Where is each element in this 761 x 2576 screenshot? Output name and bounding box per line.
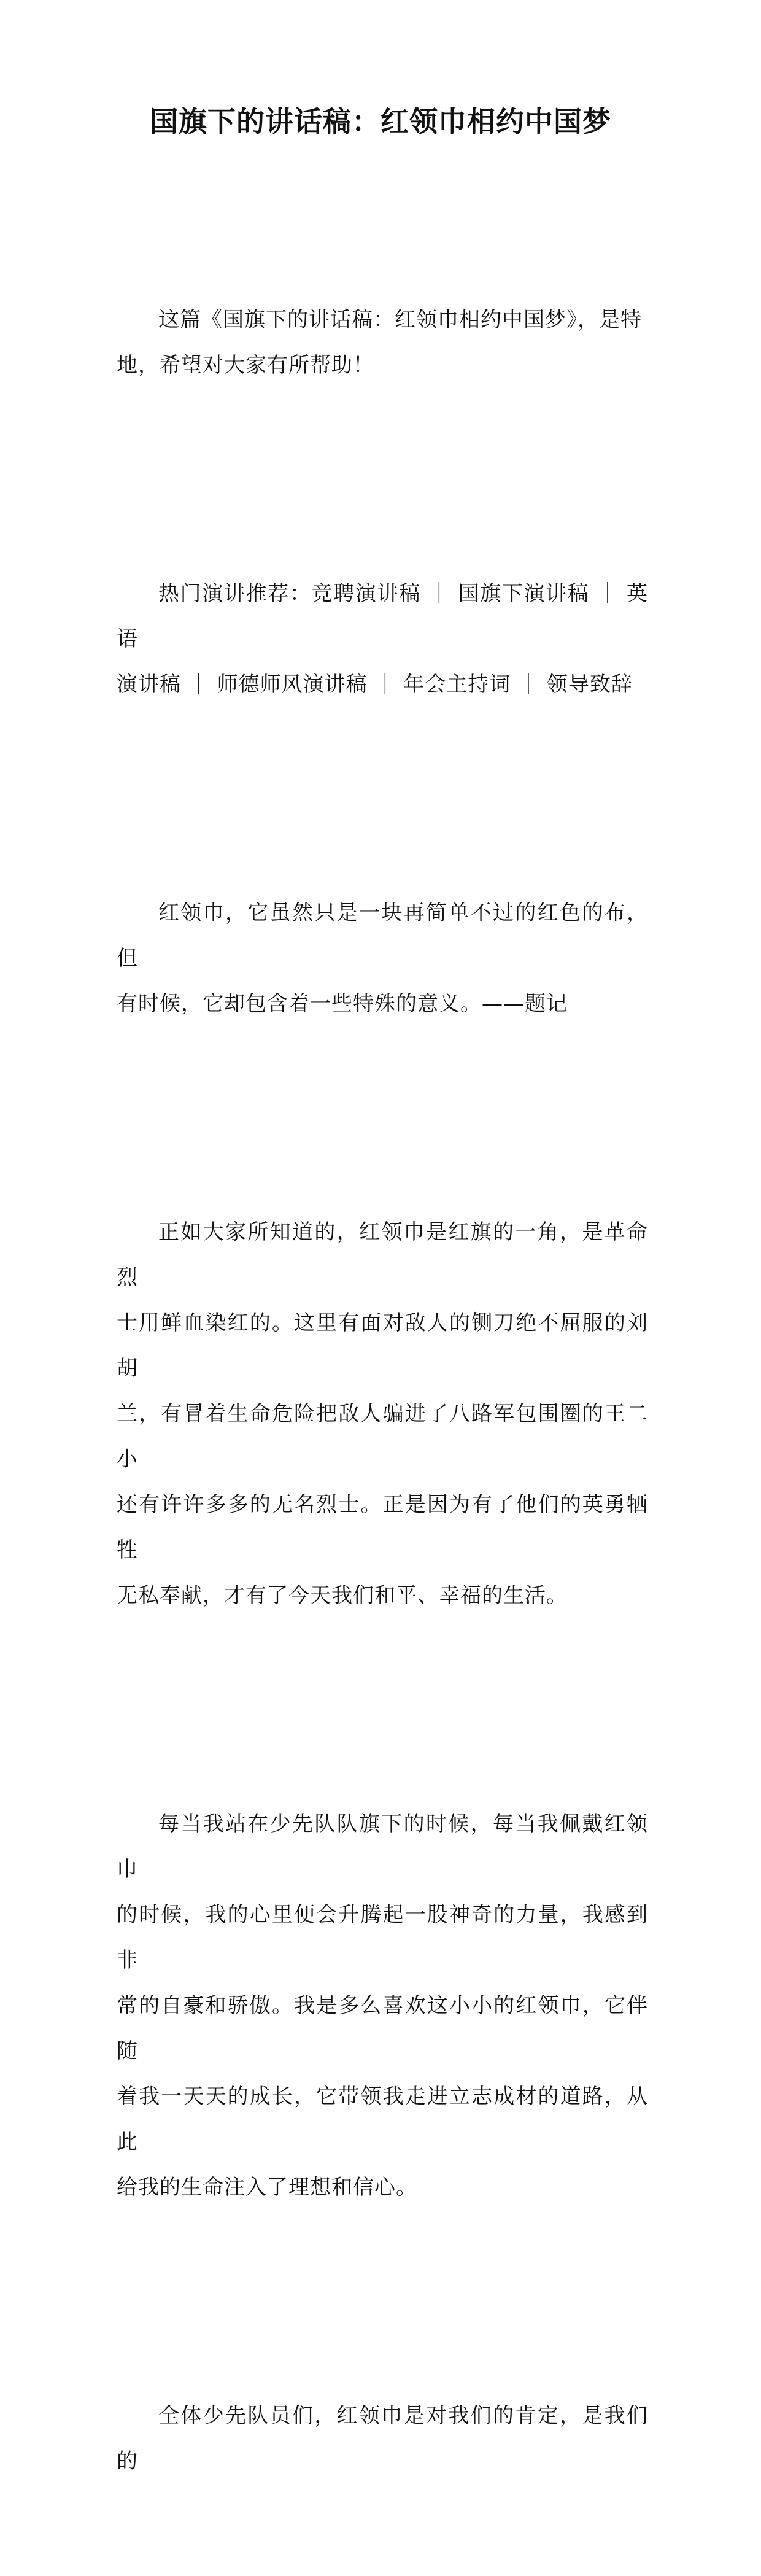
text-line: 地，希望对大家有所帮助！ — [117, 353, 374, 378]
paragraph — [117, 480, 648, 798]
text-line: 给我的生命注入了理想和信心。 — [117, 2175, 417, 2200]
text-line: 演讲稿 ｜ 师德师风演讲稿 ｜ 年会主持词 ｜ 领导致辞 — [117, 672, 633, 697]
text-line: 每当我站在少先队队旗下的时候，每当我佩戴红领巾 — [117, 1812, 648, 1882]
text-line: 着我一天天的成长，它带领我走进立志成材的道路，从此 — [117, 2084, 648, 2154]
text-line: 还有许许多多的无名烈士。正是因为有了他们的英勇牺牲 — [117, 1492, 648, 1562]
text-line: 的时候，我的心里便会升腾起一股神奇的力量，我感到非 — [117, 1903, 648, 1973]
text-line: 红领巾，它虽然只是一块再简单不过的红色的布，但 — [117, 901, 648, 971]
paragraph — [117, 206, 648, 479]
text-line: 常的自豪和骄傲。我是多么喜欢这小小的红领巾，它伴随 — [117, 1993, 648, 2063]
paragraph — [117, 2302, 648, 2575]
text-line: 热门演讲推荐：竞聘演讲稿 ｜ 国旗下演讲稿 ｜ 英语 — [117, 581, 648, 651]
text-line: 兰，有冒着生命危险把敌人骗进了八路军包围圈的王二小 — [117, 1402, 648, 1472]
text-line: 有时候，它却包含着一些特殊的意义。——题记 — [117, 991, 568, 1016]
paragraph — [117, 1119, 648, 1709]
text-line: 无私奉献，才有了今天我们和平、幸福的生活。 — [117, 1583, 568, 1608]
text-line: 全体少先队员们，红领巾是对我们的肯定，是我们的 — [117, 2403, 648, 2473]
document-body — [117, 206, 648, 2576]
paragraph — [117, 1710, 648, 2301]
text-line: 士用鲜血染红的。这里有面对敌人的铡刀绝不屈服的刘胡 — [117, 1311, 648, 1381]
text-line: 正如大家所知道的，红领巾是红旗的一角，是革命烈 — [117, 1220, 648, 1290]
text-line: 这篇《国旗下的讲话稿：红领巾相约中国梦》，是特 — [158, 308, 642, 332]
paragraph — [117, 799, 648, 1117]
document-title: 国旗下的讲话稿：红领巾相约中国梦 — [150, 105, 611, 138]
